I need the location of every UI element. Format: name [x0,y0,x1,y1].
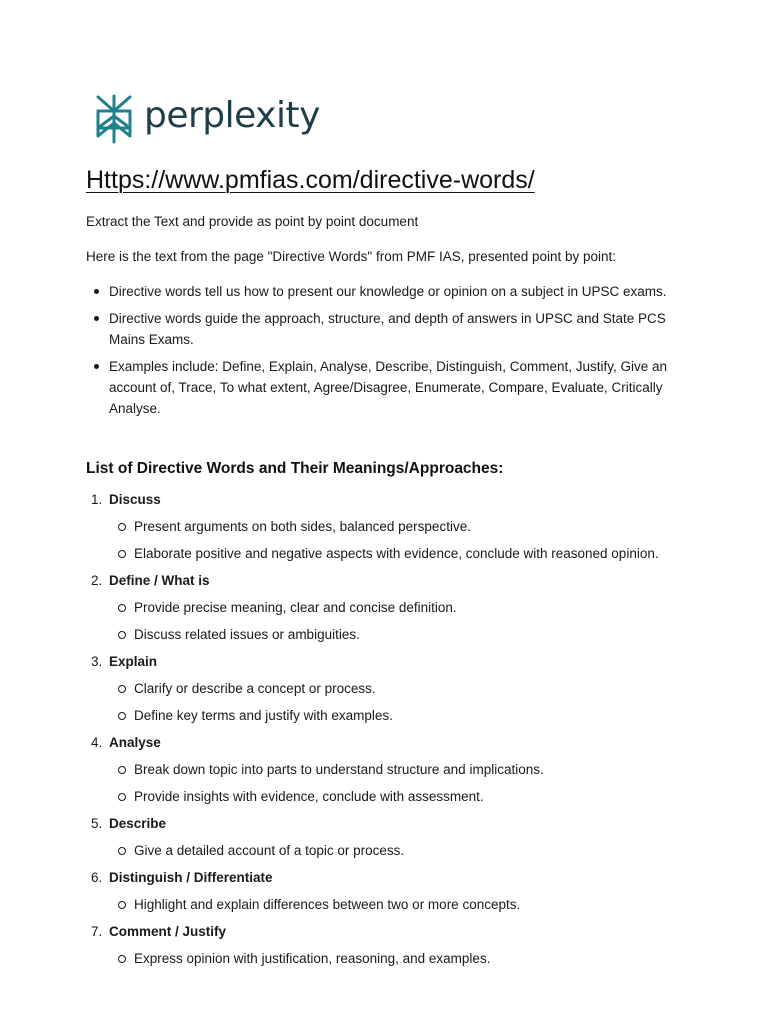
list-item: Directive words tell us how to present our knowledge or opinion on a subject in UPSC exams. [86,281,696,302]
item-number: 2. [91,573,103,588]
sub-list [109,760,726,807]
directive-term: Define / What is [109,573,210,588]
perplexity-logo-icon [94,94,134,144]
directive-term: Discuss [109,492,161,507]
list-item [86,922,726,969]
sub-list [109,895,726,915]
sub-list-item: Provide insights with evidence, conclude with assessment. [109,787,726,807]
section-heading: List of Directive Words and Their Meanings/Approaches: [86,460,504,477]
brand-logo [94,94,320,144]
sub-list [109,679,726,726]
list-item [86,652,726,726]
directive-term: Comment / Justify [109,924,227,939]
item-number: 1. [91,492,103,507]
directive-term: Describe [109,816,167,831]
item-number: 6. [91,870,103,885]
list-item [86,814,726,861]
sub-list-item: Break down topic into parts to understand structure and implications. [109,760,726,780]
sub-list-item: Highlight and explain differences between two or more concepts. [109,895,726,915]
sub-list [109,598,726,645]
list-item: Examples include: Define, Explain, Analyse, Describe, Distinguish, Comment, Justify, Give an account of, Trace, To what extent, Agree/Disagree, Enumerate, Compare, Evaluate, Critically Analyse. [86,356,696,419]
sub-list [109,517,726,564]
item-number: 3. [91,654,103,669]
sub-list [109,949,726,969]
list-item [86,571,726,645]
list-item [86,733,726,807]
sub-list-item: Discuss related issues or ambiguities. [109,625,726,645]
item-number: 4. [91,735,103,750]
sub-list-item: Define key terms and justify with examples. [109,706,726,726]
item-number: 5. [91,816,103,831]
directive-term: Explain [109,654,158,669]
sub-list-item: Express opinion with justification, reasoning, and examples. [109,949,726,969]
directive-term: Analyse [109,735,161,750]
answer-intro-text: Here is the text from the page "Directive Words" from PMF IAS, presented point by point: [86,249,617,264]
list-item [86,490,726,564]
summary-bullet-list [86,281,696,425]
brand-name: perplexity [144,95,320,136]
sub-list-item: Clarify or describe a concept or process. [109,679,726,699]
query-url-link[interactable]: Https://www.pmfias.com/directive-words/ [86,166,535,194]
user-request-text: Extract the Text and provide as point by point document [86,214,419,229]
sub-list-item: Elaborate positive and negative aspects with evidence, conclude with reasoned opinion. [109,544,726,564]
list-item: Directive words guide the approach, structure, and depth of answers in UPSC and State PCS Mains Exams. [86,308,696,350]
sub-list-item: Present arguments on both sides, balanced perspective. [109,517,726,537]
sub-list-item: Give a detailed account of a topic or process. [109,841,726,861]
directive-words-list [86,490,726,976]
directive-term: Distinguish / Differentiate [109,870,273,885]
list-item [86,868,726,915]
sub-list-item: Provide precise meaning, clear and concise definition. [109,598,726,618]
item-number: 7. [91,924,103,939]
sub-list [109,841,726,861]
